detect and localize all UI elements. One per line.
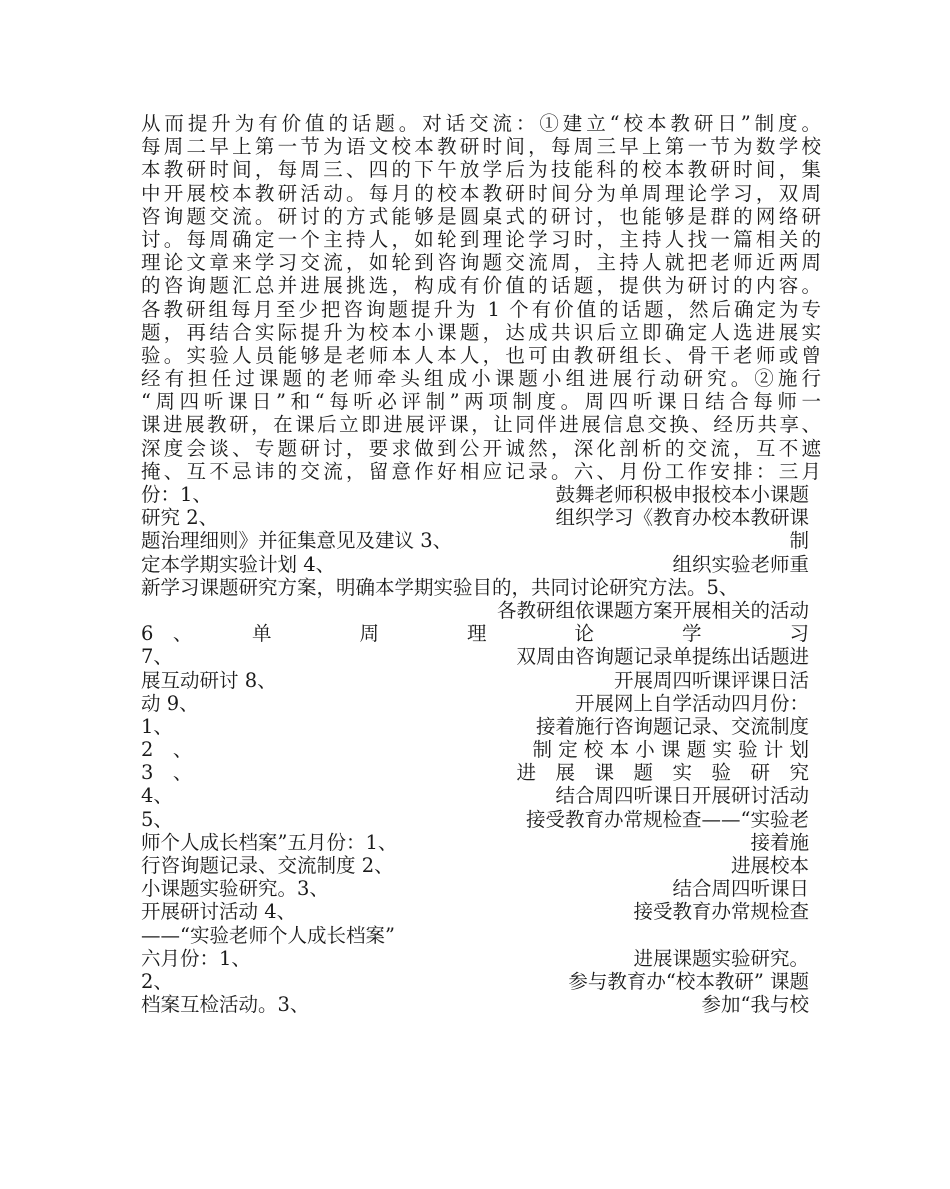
- text-line: [141, 622, 809, 645]
- text-line-left: 动 9、: [141, 691, 199, 715]
- text-line-right: 参与教育办“校本教研” 课题: [568, 969, 809, 993]
- text-line-right: 接受教育办常规检查: [633, 900, 809, 924]
- text-line-right: 制: [789, 529, 809, 553]
- text-line: [141, 970, 809, 993]
- text-line-left: 六月份：1、: [141, 946, 251, 970]
- text-line-right: 进 展 课 题 实 验 研 究: [516, 761, 809, 785]
- text-line: 各教研组每月至少把咨询题提升为 1 个有价值的话题，然后确定为专: [141, 297, 821, 321]
- text-line-right: 参加“我与校: [701, 993, 809, 1017]
- text-line: 题，再结合实际提升为校本小课题，达成共识后立即确定人选进展实: [141, 320, 821, 344]
- text-line: [141, 483, 809, 506]
- text-line: [141, 761, 809, 784]
- text-line-left: 师个人成长档案”五月份：1、: [141, 830, 398, 854]
- text-line: “周四听课日”和“每听必评制”两项制度。周四听课日结合每师一: [141, 390, 821, 414]
- text-line-right: 接着施行咨询题记录、交流制度: [535, 714, 809, 738]
- text-line-left: 研究 2、: [141, 506, 219, 530]
- text-line: [141, 715, 809, 738]
- text-line: 讨。每周确定一个主持人，如轮到理论学习时，主持人找一篇相关的: [141, 227, 821, 251]
- text-line: 从而提升为有价值的话题。对话交流：①建立“校本教研日”制度。: [141, 112, 821, 135]
- text-line: [141, 993, 809, 1016]
- text-line-right: 结合周四听课日: [672, 877, 809, 901]
- text-line-left: 展互动研讨 8、: [141, 668, 277, 692]
- text-line: 经有担任过课题的老师牵头组成小课题小组进展行动研究。②施行: [141, 367, 821, 391]
- text-line: [141, 784, 809, 807]
- text-line-left: 4、: [141, 784, 173, 808]
- text-line-right: 接受教育办常规检查——“实验老: [526, 807, 809, 831]
- text-line-right: 单 周 理 论 学 习: [252, 622, 809, 646]
- text-line: [141, 854, 809, 877]
- text-line-left: 定本学期实验计划 4、: [141, 552, 336, 576]
- text-line: [141, 506, 809, 529]
- text-line-left: 开展研讨活动 4、: [141, 900, 297, 924]
- text-line-right: 结合周四听课日开展研讨活动: [555, 784, 809, 808]
- text-line: 新学习课题研究方案，明确本学期实验目的，共同讨论研究方法。5、: [141, 575, 739, 599]
- text-line: ——“实验老师个人成长档案”: [141, 923, 395, 947]
- text-line: [141, 692, 809, 715]
- text-line-left: 档案互检活动。3、: [141, 993, 310, 1017]
- text-line-right: 进展校本: [730, 854, 809, 877]
- text-line: [141, 947, 809, 970]
- text-line-right: 进展课题实验研究。: [633, 946, 809, 970]
- text-line-right: 组织实验老师重: [672, 552, 809, 576]
- text-line: 理论文章来学习交流，如轮到咨询题交流周，主持人就把老师近两周: [141, 251, 821, 275]
- text-line-right: 制 定 校 本 小 课 题 实 验 计 划: [532, 738, 809, 762]
- text-line-left: 小课题实验研究。3、: [141, 877, 329, 901]
- text-line: 掩、互不忌讳的交流，留意作好相应记录。六、月份工作安排：三月: [141, 459, 821, 483]
- document-body: [141, 112, 821, 1016]
- text-line-right: 开展网上自学活动四月份：: [574, 691, 809, 715]
- text-line: 每周二早上第一节为语文校本教研时间，每周三早上第一节为数学校: [141, 135, 821, 159]
- text-line-left: 5、: [141, 807, 173, 831]
- text-line-left: 份：1、: [141, 483, 212, 506]
- text-line-left: 题治理细则》并征集意见及建议 3、: [141, 529, 453, 553]
- text-line: [141, 877, 809, 900]
- text-line-right: 接着施: [750, 830, 809, 854]
- text-line: 课进展教研，在课后立即进展评课，让同伴进展信息交换、经历共享、: [141, 413, 821, 437]
- text-line-left: 2 、: [141, 738, 193, 762]
- text-line-left: 行咨询题记录、交流制度 2、: [141, 854, 394, 877]
- text-line: 深度会谈、专题研讨，要求做到公开诚然，深化剖析的交流，互不遮: [141, 436, 821, 460]
- text-line-left: 6 、: [141, 622, 193, 646]
- text-line-right: 组织学习《教育办校本教研课: [555, 506, 809, 530]
- text-line: [141, 529, 809, 552]
- text-line: [141, 738, 809, 761]
- text-line: 中开展校本教研活动。每月的校本教研时间分为单周理论学习，双周: [141, 181, 821, 205]
- text-line: 本教研时间，每周三、四的下午放学后为技能科的校本教研时间，集: [141, 158, 821, 182]
- text-line: [141, 553, 809, 576]
- text-line-left: 2、: [141, 969, 173, 993]
- text-line-left: 3 、: [141, 761, 193, 785]
- text-line: 的咨询题汇总并进展挑选，构成有价值的话题，提供为研讨的内容。: [141, 274, 821, 298]
- text-line: [141, 645, 809, 668]
- text-line: [141, 831, 809, 854]
- text-line-right: 双周由咨询题记录单提练出话题进: [516, 645, 809, 669]
- text-line: 咨询题交流。研讨的方式能够是圆桌式的研讨，也能够是群的网络研: [141, 204, 821, 228]
- text-line: [141, 900, 809, 923]
- text-line: [141, 669, 809, 692]
- text-line-right: 鼓舞老师积极申报校本小课题: [555, 483, 809, 506]
- text-line: [141, 808, 809, 831]
- text-line: 各教研组依课题方案开展相关的活动: [496, 598, 809, 622]
- text-line-right: 开展周四听课评课日活: [613, 668, 809, 692]
- text-line-left: 7、: [141, 645, 173, 669]
- text-line-left: 1、: [141, 714, 173, 738]
- text-line: 验。实验人员能够是老师本人本人，也可由教研组长、骨干老师或曾: [141, 343, 821, 367]
